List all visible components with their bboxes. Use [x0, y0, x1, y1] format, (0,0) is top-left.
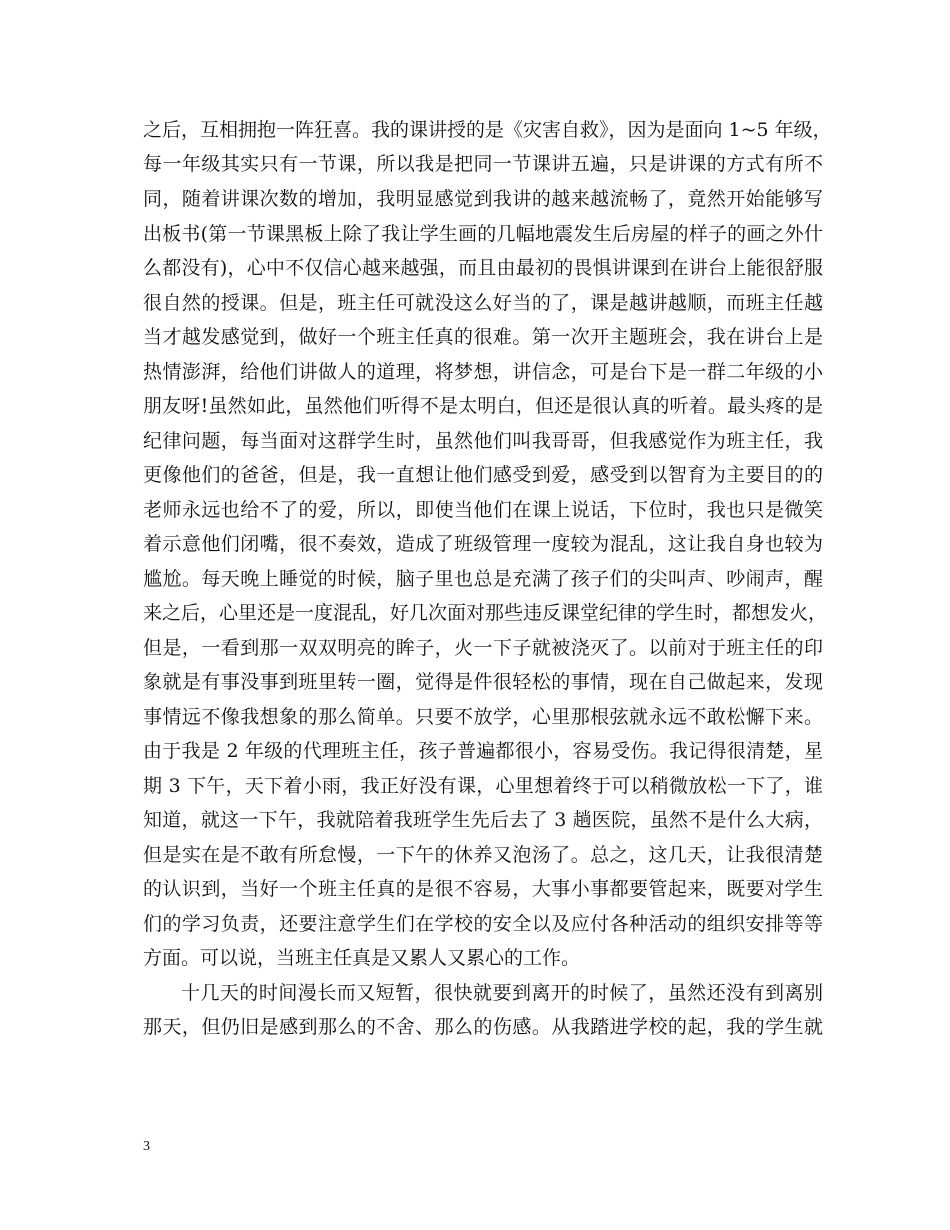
- text-line: 么都没有)，心中不仅信心越来越强，而且由最初的畏惧讲课到在讲台上能很舒服: [143, 257, 823, 279]
- text-line: 们的学习负责，还要注意学生们在学校的安全以及应付各种活动的组织安排等等: [143, 913, 823, 935]
- text-line: 但是实在是不敢有所怠慢，一下午的休养又泡汤了。总之，这几天，让我很清楚: [143, 844, 823, 866]
- text-line: 同，随着讲课次数的增加，我明显感觉到我讲的越来越流畅了，竟然开始能够写: [143, 188, 823, 210]
- text-line: 的认识到，当好一个班主任真的是很不容易，大事小事都要管起来，既要对学生: [143, 878, 823, 900]
- text-line: 朋友呀!虽然如此，虽然他们听得不是太明白，但还是很认真的听着。最头疼的是: [143, 395, 823, 417]
- text-line: 当才越发感觉到，做好一个班主任真的很难。第一次开主题班会，我在讲台上是: [143, 326, 823, 348]
- text-line: 来之后，心里还是一度混乱，好几次面对那些违反课堂纪律的学生时，都想发火，: [143, 602, 828, 624]
- text-line: 纪律问题，每当面对这群学生时，虽然他们叫我哥哥，但我感觉作为班主任，我: [143, 430, 823, 452]
- text-line: 但是，一看到那一双双明亮的眸子，火一下子就被浇灭了。以前对于班主任的印: [143, 637, 823, 659]
- text-line: 热情澎湃，给他们讲做人的道理，将梦想，讲信念，可是台下是一群二年级的小: [143, 361, 823, 383]
- text-line: 方面。可以说，当班主任真是又累人又累心的工作。: [143, 947, 581, 969]
- text-line: 着示意他们闭嘴，很不奏效，造成了班级管理一度较为混乱，这让我自身也较为: [143, 533, 823, 555]
- paragraph-first-line: 十几天的时间漫长而又短暂，很快就要到离开的时候了，虽然还没有到离别: [181, 982, 823, 1004]
- text-line: 知道，就这一下午，我就陪着我班学生先后去了 3 趟医院，虽然不是什么大病，: [143, 809, 823, 831]
- text-line: 每一年级其实只有一节课，所以我是把同一节课讲五遍，只是讲课的方式有所不: [143, 153, 823, 175]
- text-line: 更像他们的爸爸，但是，我一直想让他们感受到爱，感受到以智育为主要目的的: [143, 464, 823, 486]
- text-line: 老师永远也给不了的爱，所以，即使当他们在课上说话，下位时，我也只是微笑: [143, 499, 823, 521]
- text-line: 很自然的授课。但是，班主任可就没这么好当的了，课是越讲越顺，而班主任越: [143, 292, 823, 314]
- page-number: 3: [143, 1139, 150, 1154]
- text-line: 由于我是 2 年级的代理班主任，孩子普遍都很小，容易受伤。我记得很清楚，星: [143, 740, 823, 762]
- text-line: 之后，互相拥抱一阵狂喜。我的课讲授的是《灾害自救》，因为是面向 1~5 年级，: [143, 119, 832, 141]
- text-line: 期 3 下午，天下着小雨，我正好没有课，心里想着终于可以稍微放松一下了，谁: [143, 775, 823, 797]
- text-line: 出板书(第一节课黑板上除了我让学生画的几幅地震发生后房屋的样子的画之外什: [143, 223, 823, 245]
- text-line: 象就是有事没事到班里转一圈，觉得是件很轻松的事情，现在自己做起来，发现: [143, 671, 823, 693]
- text-line: 尴尬。每天晚上睡觉的时候，脑子里也总是充满了孩子们的尖叫声、吵闹声，醒: [143, 568, 823, 590]
- text-line: 事情远不像我想象的那么简单。只要不放学，心里那根弦就永远不敢松懈下来。: [143, 706, 823, 728]
- text-line: 那天，但仍旧是感到那么的不舍、那么的伤感。从我踏进学校的起，我的学生就: [143, 1016, 823, 1038]
